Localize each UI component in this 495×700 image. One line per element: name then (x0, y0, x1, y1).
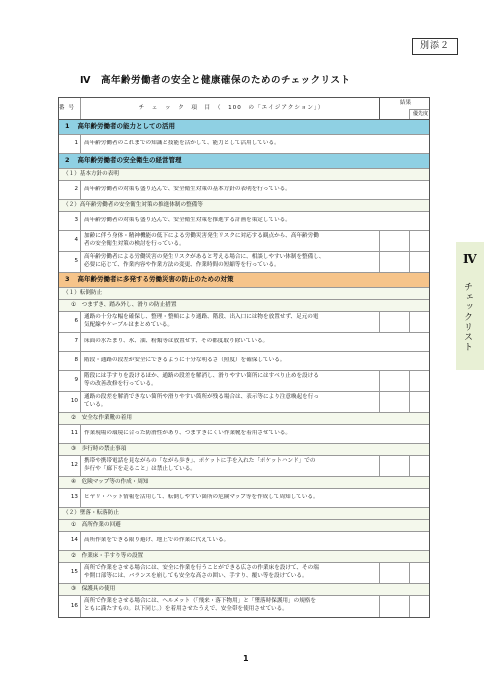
row-text-line: 必要に応じて、作業内容や作業方法の変更、作業時間の短縮等を行っている。 (84, 261, 280, 268)
table-row (59, 563, 429, 584)
table-row (59, 425, 429, 444)
header-no: 番号 (59, 98, 81, 119)
checklist-table (58, 97, 430, 618)
priority-cell[interactable] (409, 371, 429, 391)
row-number: 14 (59, 532, 81, 550)
row-text (81, 231, 379, 251)
row-number: 1 (59, 135, 81, 153)
result-cell[interactable] (379, 596, 409, 617)
result-cell[interactable] (379, 456, 409, 476)
row-number: 5 (59, 252, 81, 272)
page-title (80, 72, 410, 86)
row-text: 作業現場の環境に合った防滑性があり、つまずきにくい作業靴を着用させている。 (84, 430, 291, 437)
section-title: 高年齢労働者の安全衛生の経営管理 (77, 156, 182, 165)
page-number: 1 (243, 654, 249, 663)
result-cell[interactable] (379, 371, 409, 391)
priority-cell[interactable] (409, 252, 429, 272)
row-text-line: 気配線やケーブルはまとめている。 (84, 321, 173, 328)
table-row (59, 371, 429, 392)
row-text (81, 456, 379, 476)
header-item: チ ェ ッ ク 項 目 （ 100 の「エイジアクション」） (138, 104, 325, 111)
row-number: 6 (59, 312, 81, 332)
row-number: 3 (59, 212, 81, 230)
result-cell[interactable] (379, 392, 409, 412)
table-row (59, 212, 429, 231)
header-priority: 優先度 (409, 109, 429, 119)
title-roman-numeral: Ⅳ (80, 75, 91, 86)
subsection-item-heading: ② 作業床・手すり等の設置 (59, 551, 429, 563)
table-row (59, 135, 429, 154)
row-text (81, 596, 379, 617)
row-text-line: 者の安全衛生対策の検討を行っている。 (84, 240, 185, 247)
row-text-line: 通路の段差を解消できない箇所や滑りやすい箇所が残る場合は、表示等により注意喚起を行っ (84, 394, 319, 400)
row-text-line: 歩行や「廊下を走ること」は禁止している。 (84, 465, 196, 472)
row-text (81, 312, 379, 332)
section-number: 1 (65, 122, 70, 131)
row-text: 高所作業をできる限り避け、地上での作業に代えている。 (84, 537, 230, 544)
side-tab-numeral: Ⅳ (463, 252, 477, 266)
subsection-heading: （２）高年齢労働者の安全衛生対策の推進体制の整備等 (59, 200, 429, 212)
result-cell[interactable] (379, 252, 409, 272)
priority-cell[interactable] (409, 596, 429, 617)
row-text (81, 563, 379, 583)
row-text-line: 通路の十分な幅を確保し、整理・整頓により通路、階段、出入口には物を放置せず、足元の電 (84, 314, 319, 320)
header-result-cell (379, 98, 429, 119)
row-text: 高年齢労働者の対策も盛り込んで、安全衛生対策の基本方針の表明を行っている。 (84, 186, 291, 193)
table-row (59, 596, 429, 617)
priority-cell[interactable] (409, 392, 429, 412)
section-title: 高年齢労働者に多発する労働災害の防止のための対策 (77, 275, 234, 284)
row-text: 高年齢労働者のこれまでの知識と技能を活かして、能力として活用している。 (84, 140, 280, 147)
row-number: 13 (59, 489, 81, 507)
row-text-line: 携帯や携帯電話を見ながらの「ながら歩き」、ポケットに手を入れた「ポケットハンド」での (84, 458, 316, 464)
row-text-line: や開口部等には、バランスを崩しても安全な高さの囲い、手すり、覆い等を設けている。 (84, 572, 308, 579)
table-row (59, 392, 429, 413)
row-number: 7 (59, 333, 81, 351)
row-text-line: 加齢に伴う身体・精神機能の低下による労働災害発生リスクに対応する観点から、高年齢労働 (84, 233, 319, 239)
table-row (59, 231, 429, 252)
table-row (59, 489, 429, 508)
title-text: 高年齢労働者の安全と健康確保のためのチェックリスト (100, 75, 351, 86)
table-row (59, 456, 429, 477)
row-text: ヒヤリ・ハット情報を活用して、転倒しやすい箇所の危険マップ等を作成して周知している。 (84, 494, 319, 501)
row-text-line: 高所で作業をさせる場合には、安全に作業を行うことができる広さの作業床を設けて、その端 (84, 565, 319, 571)
row-text: 高年齢労働者の対策も盛り込んで、安全衛生対策を推進する計画を策定している。 (84, 217, 291, 224)
row-text: 階段・通路の段差が安全にできるように十分な明るさ（照度）を確保している。 (84, 357, 286, 364)
priority-cell[interactable] (409, 563, 429, 583)
table-row (59, 312, 429, 333)
row-text-line: 等の改善改修を行っている。 (84, 380, 157, 387)
side-tab-text: チェックリスト (462, 282, 472, 352)
row-text-line: ともに満たすもの。以下同じ。）を着用させたうえで、安全帯を使用させている。 (84, 605, 288, 612)
table-row (59, 181, 429, 200)
subsection-item-heading: ④ 危険マップ等の作成・周知 (59, 477, 429, 489)
section-title: 高年齢労働者の能力としての活用 (77, 122, 176, 131)
row-text (81, 371, 379, 391)
row-number: 4 (59, 231, 81, 251)
priority-cell[interactable] (409, 456, 429, 476)
row-text-line: ている。 (84, 401, 107, 408)
priority-cell[interactable] (409, 312, 429, 332)
subsection-item-heading: ③ 歩行時の禁止事項 (59, 444, 429, 456)
row-number: 8 (59, 352, 81, 370)
row-text (81, 252, 379, 272)
row-text-line: 高所で作業をさせる場合には、ヘルメット（「飛来・落下物用」と「墜落時保護用」の規格を (84, 598, 316, 604)
row-text-line: 高年齢労働者による労働災害の発生リスクがあると考える場合に、相談しやすい体制を整備し、 (84, 254, 325, 260)
table-row (59, 532, 429, 551)
section-2-heading (59, 154, 429, 169)
row-number: 10 (59, 392, 81, 412)
header-result: 結果 (399, 100, 412, 106)
result-cell[interactable] (379, 563, 409, 583)
section-3-heading (59, 273, 429, 288)
subsection-item-heading: ① つまずき、踏み外し、滑りの防止措置 (59, 300, 429, 312)
result-cell[interactable] (379, 231, 409, 251)
subsection-heading: （２）墜落・転落防止 (59, 508, 429, 520)
table-row (59, 252, 429, 273)
priority-cell[interactable] (409, 231, 429, 251)
row-text (81, 392, 379, 412)
attachment-label: 別添２ (412, 38, 458, 55)
table-header (59, 98, 429, 120)
row-text-line: 階段には手すりを設けるほか、通路の段差を解消し、滑りやすい箇所にはすべり止めを設ける (84, 373, 319, 379)
section-1-heading (59, 120, 429, 135)
subsection-heading: （１）転倒防止 (59, 288, 429, 300)
table-row (59, 333, 429, 352)
row-number: 11 (59, 425, 81, 443)
subsection-item-heading: ③ 保護具の使用 (59, 584, 429, 596)
subsection-item-heading: ① 高所作業の回避 (59, 520, 429, 532)
result-cell[interactable] (379, 312, 409, 332)
row-number: 12 (59, 456, 81, 476)
subsection-item-heading: ② 安全な作業靴の着用 (59, 413, 429, 425)
section-number: 2 (65, 156, 70, 165)
table-row (59, 352, 429, 371)
subsection-heading: （１）基本方針の表明 (59, 169, 429, 181)
section-number: 3 (65, 275, 70, 284)
row-number: 2 (59, 181, 81, 199)
row-number: 15 (59, 563, 81, 583)
row-number: 16 (59, 596, 81, 617)
row-number: 9 (59, 371, 81, 391)
row-text: 床面の水たまり、氷、油、粉類等は放置せず、その都度取り除いている。 (84, 338, 269, 345)
